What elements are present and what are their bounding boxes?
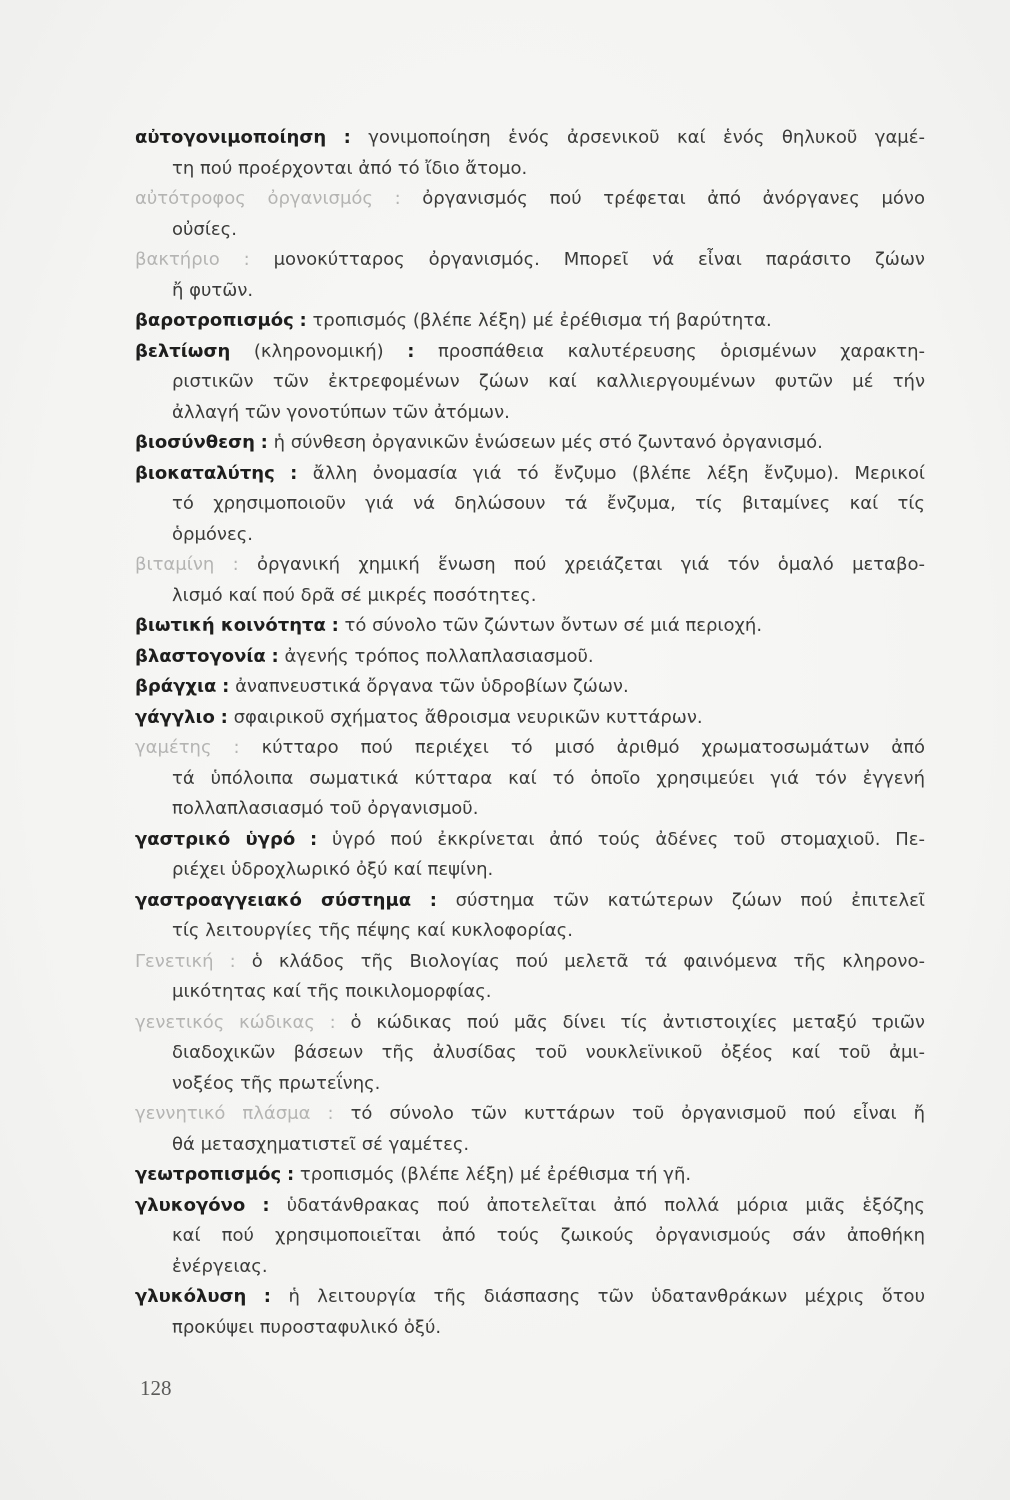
definition-text: τροπισμός (βλέπε λέξη) μέ ἐρέθισμα τή γῆ.: [299, 1164, 692, 1185]
glossary-entry: [135, 733, 925, 825]
glossary-entry: [135, 703, 925, 734]
term-separator: :: [310, 828, 318, 850]
term-separator: :: [262, 1194, 270, 1216]
glossary-entry: [135, 672, 925, 703]
entry-line: [135, 611, 925, 642]
entry-term: γλυκόλυση: [135, 1286, 247, 1307]
entry-line: [135, 306, 925, 337]
entry-term: βακτήριο: [135, 249, 220, 270]
entry-line: [135, 428, 925, 459]
definition-text: ἡ λειτουργία τῆς διάσπασης τῶν ὑδατανθράκων μέχρις ὅτου: [288, 1286, 925, 1307]
term-separator: :: [329, 1011, 336, 1033]
glossary-entry: [135, 1191, 925, 1283]
entry-line: [135, 886, 925, 917]
term-separator: :: [271, 645, 279, 667]
entry-term: γλυκογόνο: [135, 1194, 246, 1216]
entry-term: αὐτογονιμοποίηση: [135, 127, 327, 148]
definition-text: ὁ κλάδος τῆς Βιολογίας πού μελετᾶ τά φαινόμενα τῆς κληρονο-: [251, 950, 925, 972]
definition-text: σφαιρικοῦ σχήματος ἄθροισμα νευρικῶν κυττάρων.: [233, 706, 703, 728]
definition-text: τό σύνολο τῶν κυττάρων τοῦ ὀργανισμοῦ πού εἶναι ἤ: [350, 1103, 926, 1124]
entry-term: βλαστογονία: [135, 645, 266, 667]
entry-line: ἐνέργειας.: [172, 1255, 268, 1277]
entry-line: [135, 550, 925, 581]
glossary-list: [135, 123, 925, 1343]
entry-line: πολλαπλασιασμό τοῦ ὀργανισμοῦ.: [172, 798, 479, 819]
entry-line: διαδοχικῶν βάσεων τῆς ἀλυσίδας τοῦ νουκλεϊνικοῦ ὀξέος καί τοῦ ἀμι-: [172, 1042, 925, 1063]
glossary-entry: [135, 1008, 925, 1100]
entry-term: γενετικός κώδικας: [135, 1011, 315, 1033]
entry-line: ἀλλαγή τῶν γονοτύπων τῶν ἀτόμων.: [172, 401, 510, 423]
definition-text: ὁ κώδικας πού μᾶς δίνει τίς ἀντιστοιχίες μεταξύ τριῶν: [350, 1011, 925, 1033]
entry-line: τά ὑπόλοιπα σωματικά κύτταρα καί τό ὁποῖο χρησιμεύει γιά τόν ἐγγενή: [172, 767, 925, 789]
entry-term: Γενετική: [135, 950, 214, 972]
entry-line: λισμό καί πού δρᾶ σέ μικρές ποσότητες.: [172, 584, 537, 606]
entry-line: τό χρησιμοποιοῦν γιά νά δηλώσουν τά ἔνζυμα, τίς βιταμίνες καί τίς: [172, 493, 925, 514]
definition-text: τροπισμός (βλέπε λέξη) μέ ἐρέθισμα τή βαρύτητα.: [312, 310, 772, 331]
entry-line: [135, 703, 925, 734]
entry-line: [135, 184, 925, 215]
entry-line: [135, 825, 925, 856]
entry-qualifier: (κληρονομική): [253, 340, 384, 362]
entry-line: [135, 642, 925, 673]
definition-text: ἀναπνευστικά ὄργανα τῶν ὑδροβίων ζώων.: [235, 676, 629, 697]
entry-line: ἤ φυτῶν.: [172, 279, 254, 301]
entry-line: [135, 672, 925, 703]
term-separator: :: [343, 127, 351, 148]
entry-line: προκύψει πυροσταφυλικό ὀξύ.: [172, 1316, 442, 1338]
entry-line: [135, 337, 925, 368]
definition-text: ἄλλη ὀνομασία γιά τό ἔνζυμο (βλέπε λέξη ἔνζυμο). Μερικοί: [312, 462, 925, 484]
entry-line: [135, 245, 925, 276]
term-separator: :: [394, 188, 401, 209]
glossary-entry: [135, 611, 925, 642]
entry-line: [135, 1282, 925, 1313]
entry-line: [135, 733, 925, 764]
term-separator: :: [407, 340, 415, 362]
definition-text: ὑγρό πού ἐκκρίνεται ἀπό τούς ἀδένες τοῦ στομαχιοῦ. Πε-: [332, 828, 925, 850]
entry-term: βιωτική κοινότητα: [135, 615, 326, 636]
glossary-entry: [135, 1282, 925, 1343]
entry-line: ριστικῶν τῶν ἐκτρεφομένων ζώων καί καλλιεργουμένων φυτῶν μέ τήν: [172, 371, 925, 392]
term-separator: :: [233, 737, 240, 758]
entry-line: [135, 1191, 925, 1222]
entry-term: βελτίωση: [135, 340, 231, 362]
term-separator: :: [243, 249, 250, 270]
entry-term: βιταμίνη: [135, 554, 215, 575]
glossary-entry: [135, 428, 925, 459]
entry-line: καί πού χρησιμοποιεῖται ἀπό τούς ζωικούς ὀργανισμούς σάν ἀποθήκη: [172, 1225, 925, 1246]
glossary-entry: [135, 550, 925, 611]
entry-line: ὁρμόνες.: [172, 523, 253, 545]
glossary-entry: [135, 306, 925, 337]
glossary-entry: [135, 184, 925, 245]
entry-term: γαστροαγγειακό σύστημα: [135, 889, 412, 911]
entry-term: γαστρικό ὑγρό: [135, 828, 296, 850]
definition-text: γονιμοποίηση ἑνός ἀρσενικοῦ καί ἑνός θηλυκοῦ γαμέ-: [368, 127, 925, 148]
entry-term: αὐτότροφος ὀργανισμός: [135, 188, 373, 209]
term-separator: :: [429, 889, 437, 911]
entry-term: βιοσύνθεση: [135, 432, 255, 453]
term-separator: :: [286, 1164, 295, 1185]
entry-term: γεννητικό πλάσμα: [135, 1103, 311, 1124]
entry-line: θά μετασχηματιστεῖ σέ γαμέτες.: [172, 1133, 470, 1155]
entry-line: [135, 947, 925, 978]
entry-term: γάγγλιο: [135, 706, 215, 728]
term-separator: :: [299, 310, 307, 331]
entry-line: [135, 459, 925, 490]
definition-text: ὀργανισμός πού τρέφεται ἀπό ἀνόργανες μόνο: [422, 188, 925, 209]
entry-term: βράγχια: [135, 676, 217, 697]
glossary-entry: [135, 642, 925, 673]
entry-term: γεωτροπισμός: [135, 1164, 282, 1185]
definition-text: ὀργανική χημική ἕνωση πού χρειάζεται γιά τόν ὁμαλό μεταβο-: [256, 554, 925, 575]
definition-text: σύστημα τῶν κατώτερων ζώων πού ἐπιτελεῖ: [455, 889, 925, 911]
entry-term: γαμέτης: [135, 737, 212, 758]
glossary-entry: [135, 123, 925, 184]
definition-text: ἀγενής τρόπος πολλαπλασιασμοῦ.: [284, 645, 594, 667]
glossary-entry: [135, 1160, 925, 1191]
term-separator: :: [220, 706, 228, 728]
entry-line: οὐσίες.: [172, 218, 237, 240]
glossary-entry: [135, 886, 925, 947]
page-number: 128: [140, 1376, 172, 1400]
glossary-entry: [135, 825, 925, 886]
entry-line: [135, 1099, 925, 1130]
glossary-entry: [135, 1099, 925, 1160]
entry-line: μικότητας καί τῆς ποικιλομορφίας.: [172, 981, 492, 1002]
definition-text: τό σύνολο τῶν ζώντων ὄντων σέ μιά περιοχή.: [344, 615, 763, 636]
glossary-entry: [135, 459, 925, 551]
term-separator: :: [263, 1286, 271, 1307]
definition-text: ἡ σύνθεση ὀργανικῶν ἑνώσεων μές στό ζωντανό ὀργανισμό.: [273, 432, 823, 453]
definition-text: μονοκύτταρος ὀργανισμός. Μπορεῖ νά εἶναι παράσιτο ζώων: [273, 249, 925, 270]
entry-line: ριέχει ὑδροχλωρικό ὀξύ καί πεψίνη.: [172, 859, 494, 880]
glossary-entry: [135, 947, 925, 1008]
term-separator: :: [260, 432, 268, 453]
term-separator: :: [232, 554, 239, 575]
entry-line: νοξέος τῆς πρωτεΐνης.: [172, 1072, 381, 1094]
glossary-entry: [135, 337, 925, 429]
entry-line: [135, 1160, 925, 1191]
term-separator: :: [331, 615, 339, 636]
entry-line: τίς λειτουργίες τῆς πέψης καί κυκλοφορίας.: [172, 920, 573, 941]
glossary-entry: [135, 245, 925, 306]
term-separator: :: [327, 1103, 334, 1124]
entry-line: τη πού προέρχονται ἀπό τό ἴδιο ἄτομο.: [172, 157, 528, 179]
term-separator: :: [222, 676, 230, 697]
definition-text: ὑδατάνθρακας πού ἀποτελεῖται ἀπό πολλά μόρια μιᾶς ἑξόζης: [286, 1194, 925, 1216]
term-separator: :: [229, 950, 236, 972]
definition-text: προσπάθεια καλυτέρευσης ὁρισμένων χαρακτη-: [437, 340, 925, 362]
entry-term: βιοκαταλύτης: [135, 462, 275, 484]
entry-line: [135, 1008, 925, 1039]
entry-line: [135, 123, 925, 154]
entry-term: βαροτροπισμός: [135, 310, 294, 331]
definition-text: κύτταρο πού περιέχει τό μισό ἀριθμό χρωματοσωμάτων ἀπό: [261, 737, 926, 758]
term-separator: :: [290, 462, 298, 484]
